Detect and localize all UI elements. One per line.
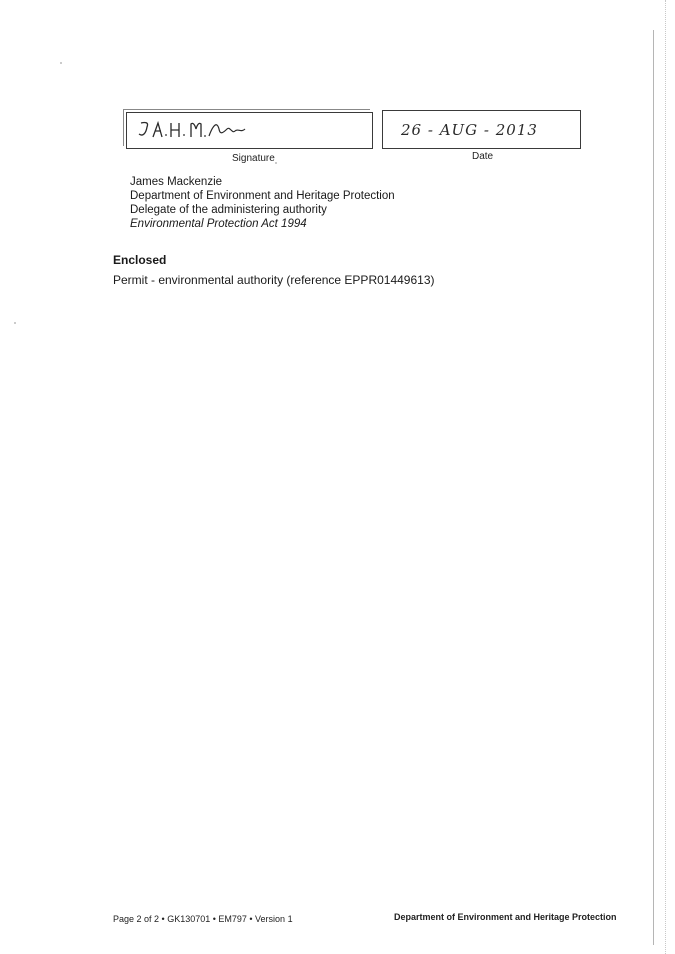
footer-page-info: Page 2 of 2 • GK130701 • EM797 • Version 1 bbox=[113, 914, 293, 924]
scan-speck bbox=[275, 162, 277, 164]
signer-name: James Mackenzie bbox=[130, 176, 223, 188]
signer-act: Environmental Protection Act 1994 bbox=[130, 218, 307, 230]
scan-edge-dotted-line bbox=[665, 0, 667, 954]
enclosed-heading: Enclosed bbox=[113, 253, 167, 267]
signer-role: Delegate of the administering authority bbox=[130, 204, 327, 216]
footer-department: Department of Environment and Heritage Protection bbox=[394, 912, 617, 922]
scan-speck bbox=[60, 62, 62, 64]
scan-speck bbox=[14, 322, 16, 324]
signature-caption: Signature bbox=[232, 153, 275, 164]
signature-box bbox=[126, 112, 373, 149]
enclosed-item: Permit - environmental authority (reference EPPR01449613) bbox=[113, 273, 435, 287]
signer-details bbox=[130, 175, 395, 231]
date-caption: Date bbox=[472, 151, 494, 162]
handwritten-signature bbox=[135, 117, 255, 145]
scan-edge-line bbox=[653, 30, 654, 945]
date-box bbox=[382, 110, 581, 149]
signer-department: Department of Environment and Heritage Protection bbox=[130, 190, 395, 202]
handwritten-date: 26 - AUG - 2013 bbox=[401, 121, 538, 139]
